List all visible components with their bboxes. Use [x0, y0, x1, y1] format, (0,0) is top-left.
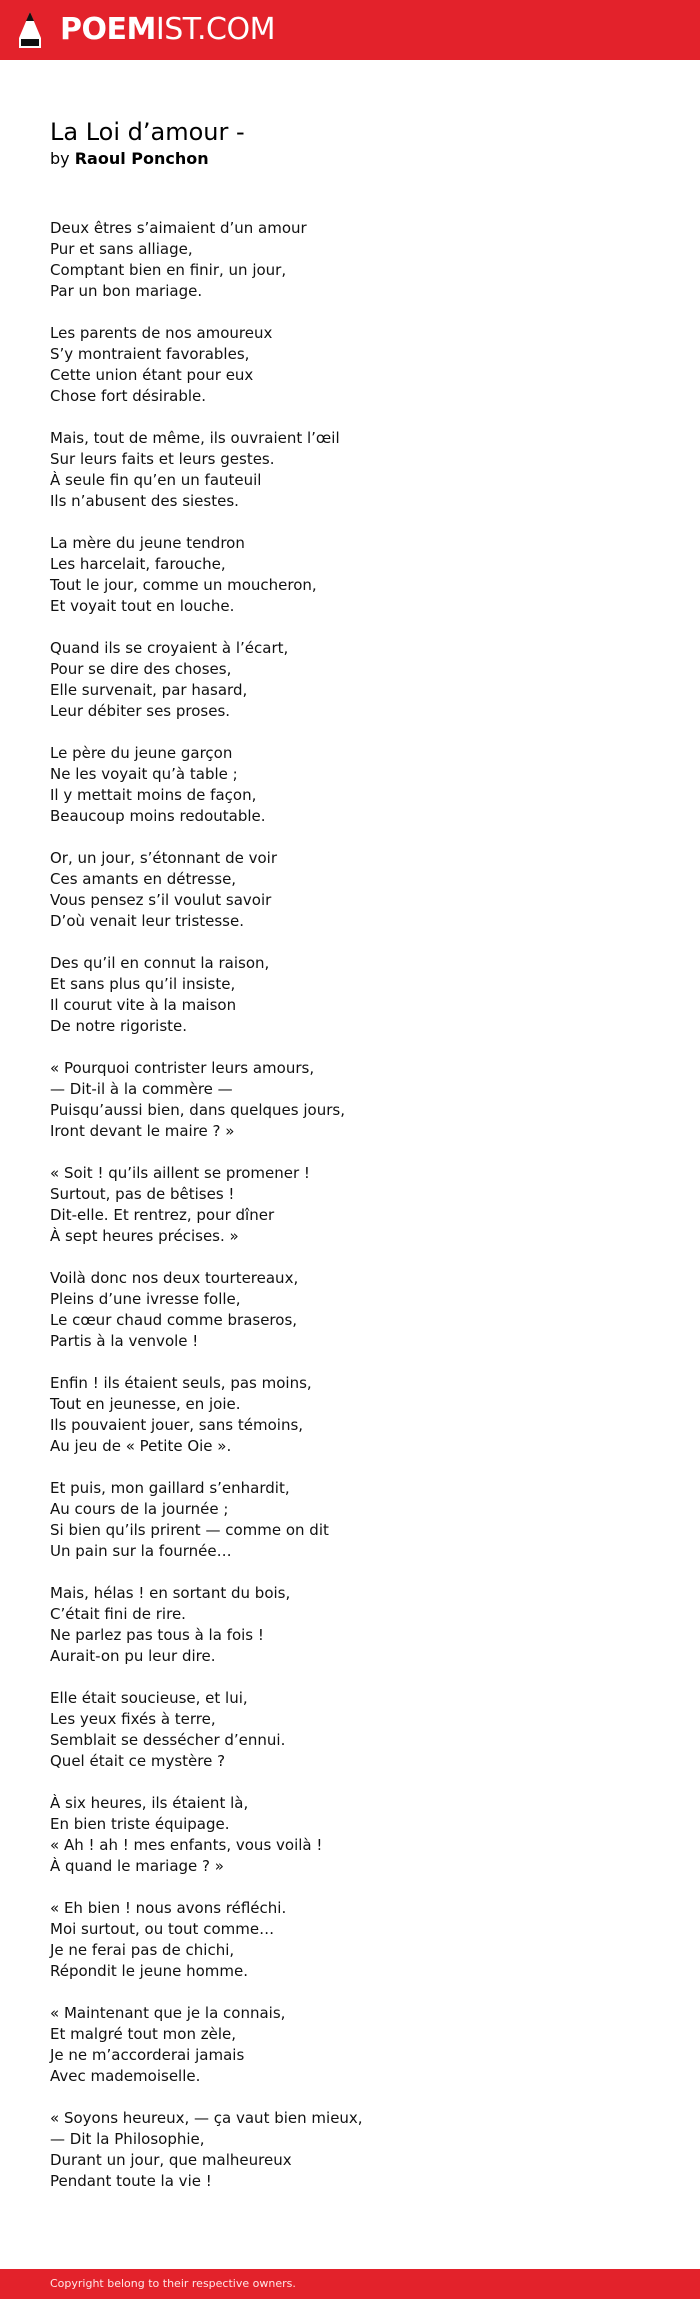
verse-line: D’où venait leur tristesse. — [50, 912, 244, 930]
verse-line: Je ne m’accorderai jamais — [50, 2046, 245, 2064]
verse-line: Ne parlez pas tous à la fois ! — [50, 1626, 264, 1644]
stanza — [50, 1268, 650, 1352]
verse-line: Aurait-on pu leur dire. — [50, 1647, 216, 1665]
verse-line: Dit-elle. Et rentrez, pour dîner — [50, 1206, 275, 1224]
verse-line: « Pourquoi contrister leurs amours, — [50, 1059, 315, 1077]
verse-line: « Soit ! qu’ils aillent se promener ! — [50, 1164, 310, 1182]
stanza — [50, 1793, 650, 1877]
pencil-icon[interactable] — [17, 10, 43, 50]
verse-line: Tout en jeunesse, en joie. — [50, 1395, 241, 1413]
verse-line: Par un bon mariage. — [50, 282, 203, 300]
verse-line: Les harcelait, farouche, — [50, 555, 226, 573]
by-label: by — [50, 149, 70, 168]
copyright-notice: Copyright belong to their respective owners. — [50, 2277, 296, 2290]
verse-line: « Eh bien ! nous avons réfléchi. — [50, 1899, 287, 1917]
logo-text-light: IST.COM — [155, 12, 275, 47]
verse-line: C’était fini de rire. — [50, 1605, 186, 1623]
stanza — [50, 1688, 650, 1772]
verse-line: Mais, tout de même, ils ouvraient l’œil — [50, 429, 340, 447]
verse-line: Or, un jour, s’étonnant de voir — [50, 849, 277, 867]
verse-line: Partis à la venvole ! — [50, 1332, 199, 1350]
verse-line: Pur et sans alliage, — [50, 240, 193, 258]
stanza — [50, 1058, 650, 1142]
verse-line: Il courut vite à la maison — [50, 996, 237, 1014]
verse-line: Les parents de nos amoureux — [50, 324, 273, 342]
stanza — [50, 1478, 650, 1562]
stanza — [50, 2108, 650, 2192]
verse-line: Iront devant le maire ? » — [50, 1122, 235, 1140]
verse-line: En bien triste équipage. — [50, 1815, 230, 1833]
stanza — [50, 2003, 650, 2087]
stanza — [50, 638, 650, 722]
verse-line: Répondit le jeune homme. — [50, 1962, 248, 1980]
verse-line: Je ne ferai pas de chichi, — [50, 1941, 235, 1959]
verse-line: Sur leurs faits et leurs gestes. — [50, 450, 275, 468]
verse-line: — Dit-il à la commère — — [50, 1080, 233, 1098]
verse-line: À seule fin qu’en un fauteuil — [50, 471, 262, 489]
verse-line: Si bien qu’ils prirent — comme on dit — [50, 1521, 329, 1539]
verse-line: Vous pensez s’il voulut savoir — [50, 891, 272, 909]
verse-line: Quand ils se croyaient à l’écart, — [50, 639, 289, 657]
verse-line: Un pain sur la fournée… — [50, 1542, 232, 1560]
stanza — [50, 848, 650, 932]
verse-line: Comptant bien en finir, un jour, — [50, 261, 287, 279]
stanza — [50, 1163, 650, 1247]
poem-title: La Loi d’amour - — [50, 118, 245, 146]
verse-line: Au cours de la journée ; — [50, 1500, 229, 1518]
verse-line: Enfin ! ils étaient seuls, pas moins, — [50, 1374, 312, 1392]
verse-line: Moi surtout, ou tout comme… — [50, 1920, 275, 1938]
verse-line: À six heures, ils étaient là, — [50, 1794, 249, 1812]
verse-line: Et sans plus qu’il insiste, — [50, 975, 236, 993]
verse-line: Ces amants en détresse, — [50, 870, 237, 888]
site-header — [0, 0, 700, 60]
verse-line: Pendant toute la vie ! — [50, 2172, 212, 2190]
verse-line: Avec mademoiselle. — [50, 2067, 201, 2085]
poem-body — [50, 218, 650, 2213]
verse-line: Beaucoup moins redoutable. — [50, 807, 266, 825]
stanza — [50, 218, 650, 302]
verse-line: Deux êtres s’aimaient d’un amour — [50, 219, 307, 237]
verse-line: Et voyait tout en louche. — [50, 597, 235, 615]
verse-line: Puisqu’aussi bien, dans quelques jours, — [50, 1101, 345, 1119]
stanza — [50, 428, 650, 512]
verse-line: De notre rigoriste. — [50, 1017, 188, 1035]
verse-line: Le père du jeune garçon — [50, 744, 233, 762]
verse-line: Cette union étant pour eux — [50, 366, 254, 384]
verse-line: « Maintenant que je la connais, — [50, 2004, 286, 2022]
verse-line: Les yeux fixés à terre, — [50, 1710, 216, 1728]
site-footer — [0, 2269, 700, 2299]
site-logo[interactable] — [60, 12, 275, 48]
verse-line: Tout le jour, comme un moucheron, — [50, 576, 317, 594]
stanza — [50, 323, 650, 407]
verse-line: Chose fort désirable. — [50, 387, 207, 405]
stanza — [50, 1583, 650, 1667]
stanza — [50, 743, 650, 827]
verse-line: Ils pouvaient jouer, sans témoins, — [50, 1416, 304, 1434]
verse-line: Elle survenait, par hasard, — [50, 681, 248, 699]
stanza — [50, 1898, 650, 1982]
verse-line: Au jeu de « Petite Oie ». — [50, 1437, 232, 1455]
author-name[interactable]: Raoul Ponchon — [74, 149, 209, 168]
verse-line: Pour se dire des choses, — [50, 660, 232, 678]
verse-line: « Ah ! ah ! mes enfants, vous voilà ! — [50, 1836, 323, 1854]
verse-line: — Dit la Philosophie, — [50, 2130, 205, 2148]
byline — [50, 147, 209, 171]
verse-line: Leur débiter ses proses. — [50, 702, 231, 720]
verse-line: Quel était ce mystère ? — [50, 1752, 226, 1770]
verse-line: Il y mettait moins de façon, — [50, 786, 257, 804]
verse-line: Pleins d’une ivresse folle, — [50, 1290, 241, 1308]
stanza — [50, 533, 650, 617]
verse-line: Et malgré tout mon zèle, — [50, 2025, 236, 2043]
verse-line: Durant un jour, que malheureux — [50, 2151, 292, 2169]
verse-line: Des qu’il en connut la raison, — [50, 954, 270, 972]
stanza — [50, 1373, 650, 1457]
verse-line: Ils n’abusent des siestes. — [50, 492, 239, 510]
verse-line: La mère du jeune tendron — [50, 534, 245, 552]
verse-line: Et puis, mon gaillard s’enhardit, — [50, 1479, 290, 1497]
verse-line: Surtout, pas de bêtises ! — [50, 1185, 235, 1203]
verse-line: Le cœur chaud comme braseros, — [50, 1311, 298, 1329]
verse-line: S’y montraient favorables, — [50, 345, 250, 363]
verse-line: Elle était soucieuse, et lui, — [50, 1689, 248, 1707]
verse-line: Semblait se dessécher d’ennui. — [50, 1731, 286, 1749]
verse-line: Voilà donc nos deux tourtereaux, — [50, 1269, 299, 1287]
verse-line: Mais, hélas ! en sortant du bois, — [50, 1584, 291, 1602]
verse-line: Ne les voyait qu’à table ; — [50, 765, 238, 783]
verse-line: À sept heures précises. » — [50, 1227, 239, 1245]
verse-line: À quand le mariage ? » — [50, 1857, 224, 1875]
logo-text-bold: POEM — [60, 12, 156, 47]
verse-line: « Soyons heureux, — ça vaut bien mieux, — [50, 2109, 363, 2127]
stanza — [50, 953, 650, 1037]
